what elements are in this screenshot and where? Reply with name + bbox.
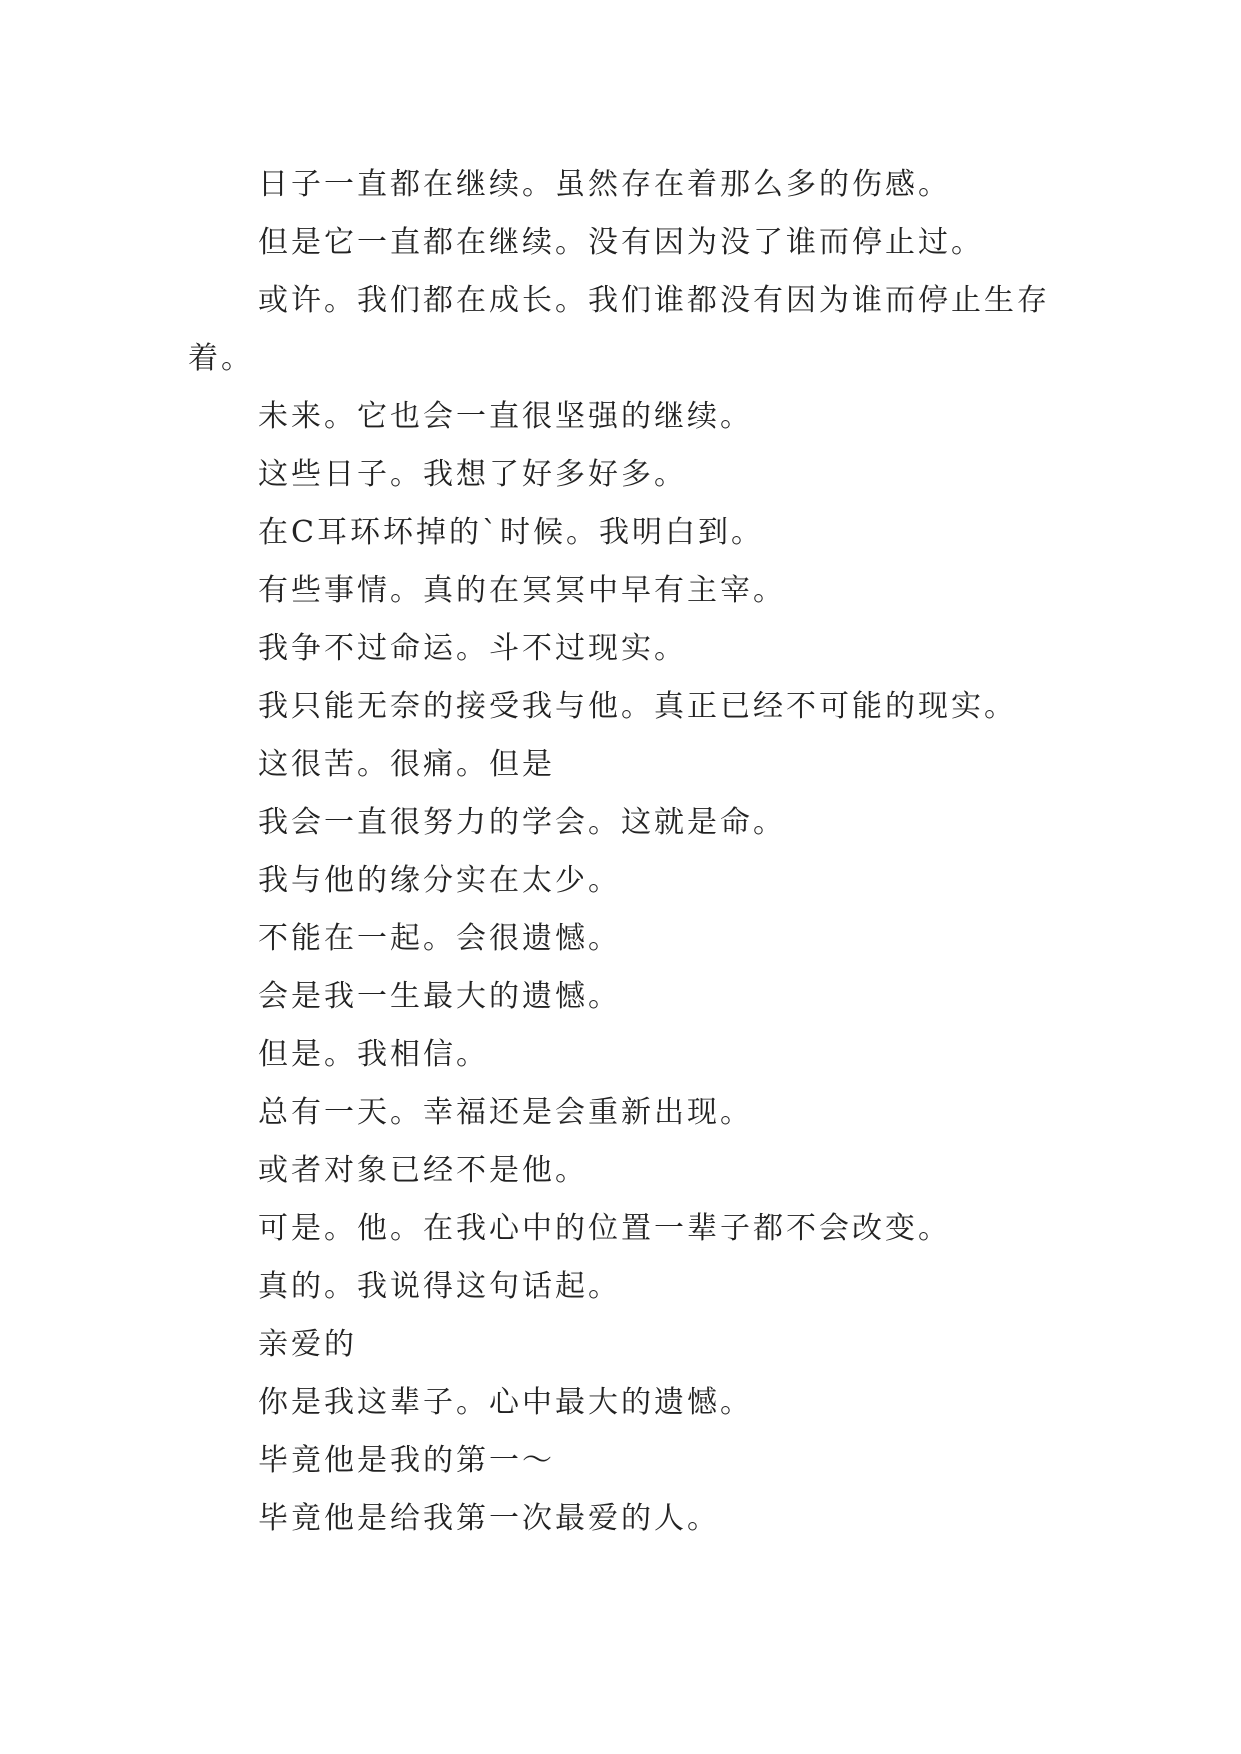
paragraph: 有些事情。真的在冥冥中早有主宰。 (258, 573, 786, 608)
paragraph: 我会一直很努力的学会。这就是命。 (258, 805, 786, 840)
paragraph: 这很苦。很痛。但是 (258, 747, 555, 782)
paragraph: 亲爱的 (258, 1327, 357, 1362)
paragraph: 不能在一起。会很遗憾。 (258, 921, 621, 956)
paragraph: 或者对象已经不是他。 (258, 1153, 588, 1188)
paragraph: 未来。它也会一直很坚强的继续。 (258, 399, 753, 434)
paragraph: 总有一天。幸福还是会重新出现。 (258, 1095, 753, 1130)
paragraph: 或许。我们都在成长。我们谁都没有因为谁而停止生存着。 (188, 283, 1050, 376)
paragraph: 会是我一生最大的遗憾。 (258, 979, 621, 1014)
document-body (188, 156, 1058, 1548)
paragraph: 我只能无奈的接受我与他。真正已经不可能的现实。 (258, 689, 1017, 724)
paragraph: 但是。我相信。 (258, 1037, 489, 1072)
paragraph: 真的。我说得这句话起。 (258, 1269, 621, 1304)
paragraph: 在C耳环坏掉的`时候。我明白到。 (258, 515, 764, 550)
paragraph: 这些日子。我想了好多好多。 (258, 457, 687, 492)
paragraph: 我与他的缘分实在太少。 (258, 863, 621, 898)
paragraph: 你是我这辈子。心中最大的遗憾。 (258, 1385, 753, 1420)
paragraph: 但是它一直都在继续。没有因为没了谁而停止过。 (258, 225, 984, 260)
paragraph: 毕竟他是给我第一次最爱的人。 (258, 1501, 720, 1536)
paragraph: 我争不过命运。斗不过现实。 (258, 631, 687, 666)
paragraph: 可是。他。在我心中的位置一辈子都不会改变。 (258, 1211, 951, 1246)
paragraph: 毕竟他是我的第一～ (258, 1443, 555, 1478)
paragraph: 日子一直都在继续。虽然存在着那么多的伤感。 (258, 167, 951, 202)
